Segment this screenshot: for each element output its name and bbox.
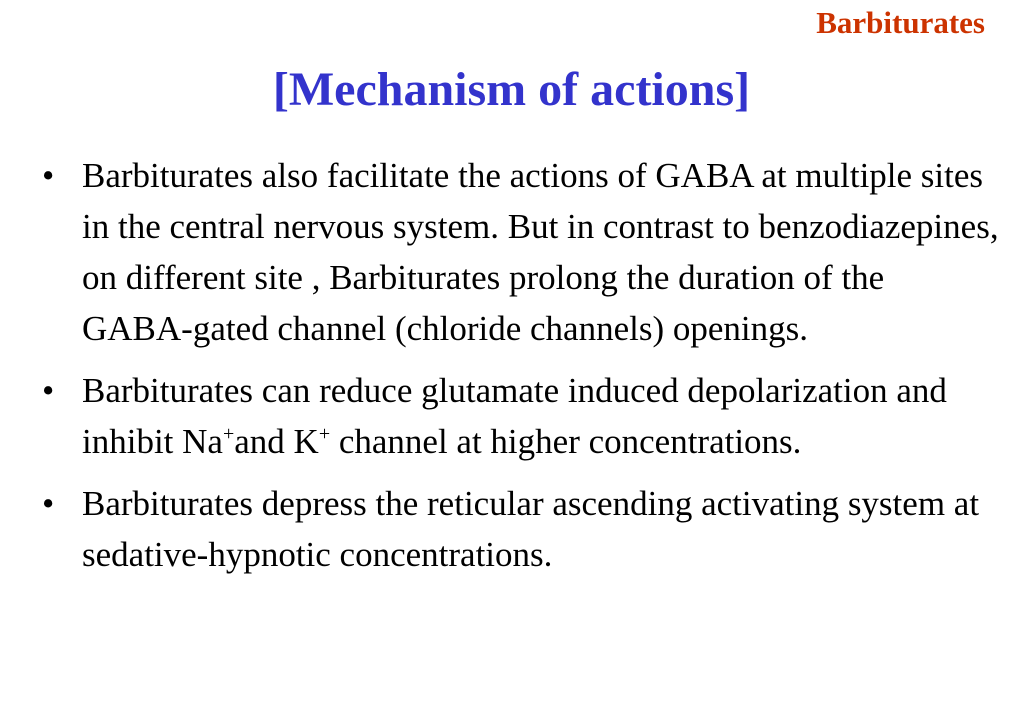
slide-topic: Barbiturates	[816, 5, 985, 40]
bullet-item	[42, 478, 1002, 580]
slide-title: [Mechanism of actions]	[272, 63, 751, 116]
bullet-text-segment: Barbiturates can reduce glutamate induced depolarization and inhibit Na	[82, 371, 947, 461]
bullet-marker: •	[42, 371, 55, 410]
superscript-plus: +	[222, 423, 235, 445]
bullet-item	[42, 150, 1002, 354]
bullet-marker: •	[42, 156, 55, 195]
bullet-text-segment: channel at higher concentrations.	[330, 422, 802, 461]
bullet-text-segment: and K	[234, 422, 319, 461]
superscript-plus: +	[318, 423, 331, 445]
bullet-list	[42, 150, 1002, 591]
bullet-text	[82, 371, 947, 461]
bullet-marker: •	[42, 484, 55, 523]
bullet-item	[42, 365, 1002, 467]
bullet-text: Barbiturates also facilitate the actions of GABA at multiple sites in the central nervous system. But in contrast to benzodiazepines, on different site , Barbiturates prolong the duration of the GABA-gated channel (chloride channels) openings.	[82, 156, 999, 348]
bullet-text: Barbiturates depress the reticular ascending activating system at sedative-hypnotic concentrations.	[82, 484, 980, 574]
